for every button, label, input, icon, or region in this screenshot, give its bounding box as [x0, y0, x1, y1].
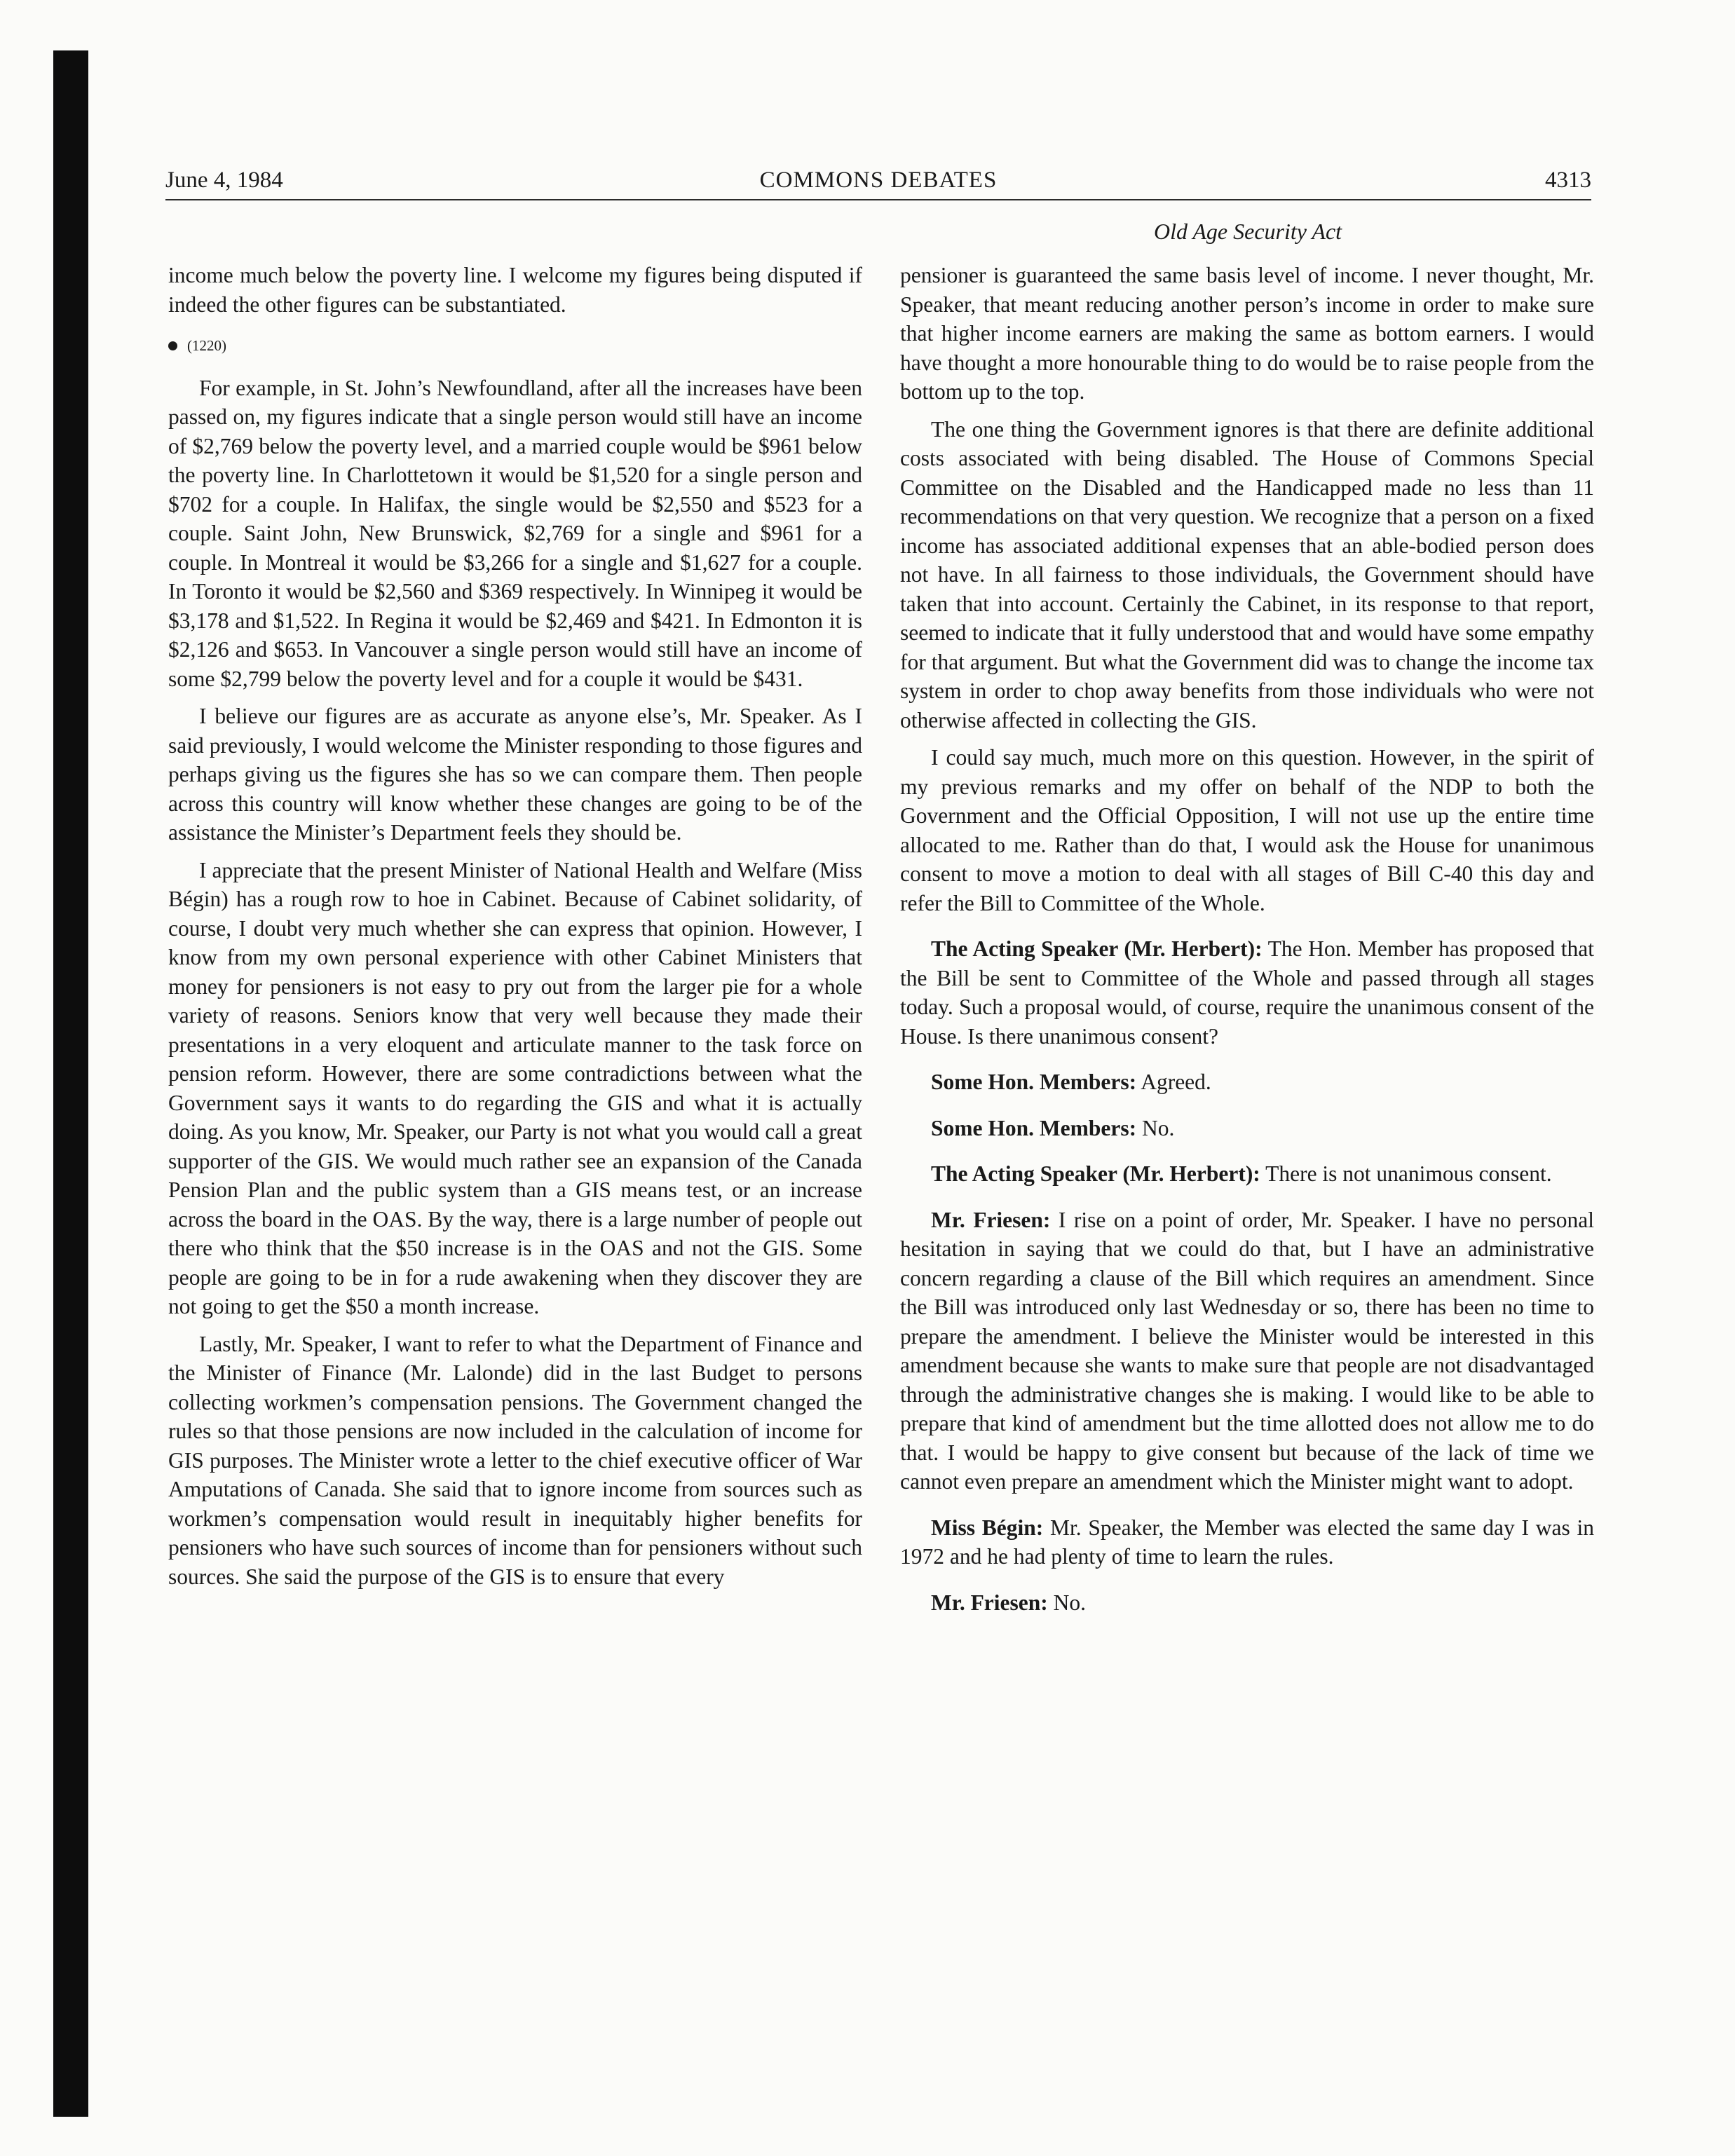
section-subject: Old Age Security Act — [1153, 219, 1342, 244]
right-column — [900, 261, 1594, 1625]
speaker-name: Some Hon. Members: — [931, 1070, 1137, 1094]
speech-text: Mr. Speaker, the Member was elected the same day I was in 1972 and he had plenty of time to learn the rules. — [900, 1515, 1594, 1569]
speaker-name: Mr. Friesen: — [931, 1207, 1051, 1232]
paragraph: I could say much, much more on this question. However, in the spirit of my previous remarks and my offer on behalf of the NDP to both the Government and the Official Opposition, I will not use up the entire time allocated to me. Rather than do that, I would ask the House for unanimous consent to move a motion to deal with all stages of Bill C-40 this day and refer the Bill to Committee of the Whole. — [900, 745, 1594, 915]
header-title: COMMONS DEBATES — [759, 168, 998, 193]
page-header — [165, 160, 1591, 200]
paragraph: pensioner is guaranteed the same basis level of income. I never thought, Mr. Speaker, that meant reducing another person’s income in order to make sure that higher income earners are making the same as bottom earners. I would have thought a more honourable thing to do would be to raise people from the bottom up to the top. — [900, 263, 1594, 404]
speech — [900, 1513, 1594, 1571]
speaker-name: Miss Bégin: — [931, 1515, 1044, 1540]
speaker-name: The Acting Speaker (Mr. Herbert): — [931, 936, 1263, 961]
speech — [900, 1114, 1594, 1143]
time-marker — [168, 332, 862, 361]
speaker-name: Some Hon. Members: — [931, 1115, 1137, 1140]
speaker-name: The Acting Speaker (Mr. Herbert): — [931, 1161, 1260, 1186]
paragraph: I appreciate that the present Minister of National Health and Welfare (Miss Bégin) has a rough row to hoe in Cabinet. Because of Cabinet solidarity, of course, I doubt very much whether she can express that opinion. However, I know from my own personal experience with other Cabinet Ministers that money for pensioners is not easy to pry out from the larger pie for a whole variety of reasons. Seniors know that very well because they made their presentations in a very eloquent and articulate manner to the task force on pension reform. However, there are some contradictions between what the Government says it wants to do regarding the GIS and what it is actually doing. As you know, Mr. Speaker, our Party is not what you would call a great supporter of the GIS. We would much rather see an expansion of the Canada Pension Plan and the public system than a GIS means test, or an increase across the board in the OAS. By the way, there is a large number of people out there who think that the $50 increase is in the OAS and not the GIS. Some people are going to be in for a rude awakening when they discover they are not going to get the $50 a month increase. — [168, 857, 862, 1318]
speech — [900, 1159, 1594, 1189]
paragraph: For example, in St. John’s Newfoundland, after all the increases have been passed on, my figures indicate that a single person would still have an income of $2,769 below the poverty level, and a married couple would be $961 below the poverty line. In Charlottetown it would be $1,520 for a single person and $702 for a couple. In Halifax, the single would be $2,550 and $523 for a couple. Saint John, New Brunswick, $2,769 for a single and $961 for a couple. In Montreal it would be $3,266 for a single and $1,627 for a couple. In Toronto it would be $2,560 and $369 respectively. In Winnipeg it would be $3,178 and $1,522. In Regina it would be $2,469 and $421. In Edmonton it is $2,126 and $653. In Vancouver a single person would still have an income of some $2,799 below the poverty level and for a couple it would be $431. — [168, 375, 862, 691]
header-page-number: 4313 — [1545, 168, 1591, 193]
scan-edge-bar — [53, 50, 88, 2117]
speech — [900, 1067, 1594, 1097]
speech — [900, 1588, 1594, 1618]
header-date: June 4, 1984 — [165, 168, 283, 193]
time-marker-label: (1220) — [187, 337, 226, 354]
bullet-icon — [168, 341, 177, 350]
speech-text: No. — [1136, 1115, 1175, 1140]
paragraph: income much below the poverty line. I welcome my figures being disputed if indeed the other figures can be substantiated. — [168, 263, 862, 317]
speech — [900, 1206, 1594, 1496]
paragraph: The one thing the Government ignores is that there are definite additional costs associated with being disabled. The House of Commons Special Committee on the Disabled and the Handicapped made no less than 11 recommendations on that very question. We recognize that a person on a fixed income has associated additional expenses that an able-bodied person does not have. In all fairness to those individuals, the Government should have taken that into account. Certainly the Cabinet, in its response to that report, seemed to indicate that it fully understood that and would have some empathy for that argument. But what the Government did was to change the income tax system in order to chop away benefits from those individuals who were not otherwise affected in collecting the GIS. — [900, 416, 1594, 732]
paragraph: I believe our figures are as accurate as anyone else’s, Mr. Speaker. As I said previously, I would welcome the Minister responding to those figures and perhaps giving us the figures she has so we can compare them. Then people across this country will know whether these changes are going to be of the assistance the Minister’s Department feels they should be. — [168, 704, 862, 845]
speech-text: There is not unanimous consent. — [1260, 1161, 1552, 1186]
left-column — [168, 261, 862, 1599]
speech-text: The Hon. Member has proposed that the Bill be sent to Committee of the Whole and passed through all stages today. Such a proposal would, of course, require the unanimous consent of the House. Is there unanimous consent? — [900, 936, 1594, 1049]
speech-text: Agreed. — [1136, 1070, 1211, 1094]
speaker-name: Mr. Friesen: — [931, 1590, 1048, 1615]
speech-text: No. — [1047, 1590, 1087, 1615]
paragraph: Lastly, Mr. Speaker, I want to refer to what the Department of Finance and the Minister of Finance (Mr. Lalonde) did in the last Budget to persons collecting workmen’s compensation pensions. The Government changed the rules so that those pensions are now included in the calculation of income for GIS purposes. The Minister wrote a letter to the chief executive officer of War Amputations of Canada. She said that to ignore income from sources such as workmen’s compensation would result in inequitably higher benefits for pensioners who have such sources of income than for pensioners without such sources. She said the purpose of the GIS is to ensure that every — [168, 1331, 862, 1589]
speech — [900, 934, 1594, 1051]
speech-text: I rise on a point of order, Mr. Speaker. I have no personal hesitation in saying that we could do that, but I have an administrative concern regarding a clause of the Bill which requires an amendment. Since the Bill was introduced only last Wednesday or so, there has been no time to prepare the amendment. I believe the Minister would be interested in this amendment because she wants to make sure that people are not disadvantaged through the administrative changes she is making. I would like to be able to prepare that kind of amendment but the time allotted does not allow me to do that. I would be happy to give consent but because of the lack of time we cannot even prepare an amendment which the Minister might want to adopt. — [900, 1207, 1594, 1494]
